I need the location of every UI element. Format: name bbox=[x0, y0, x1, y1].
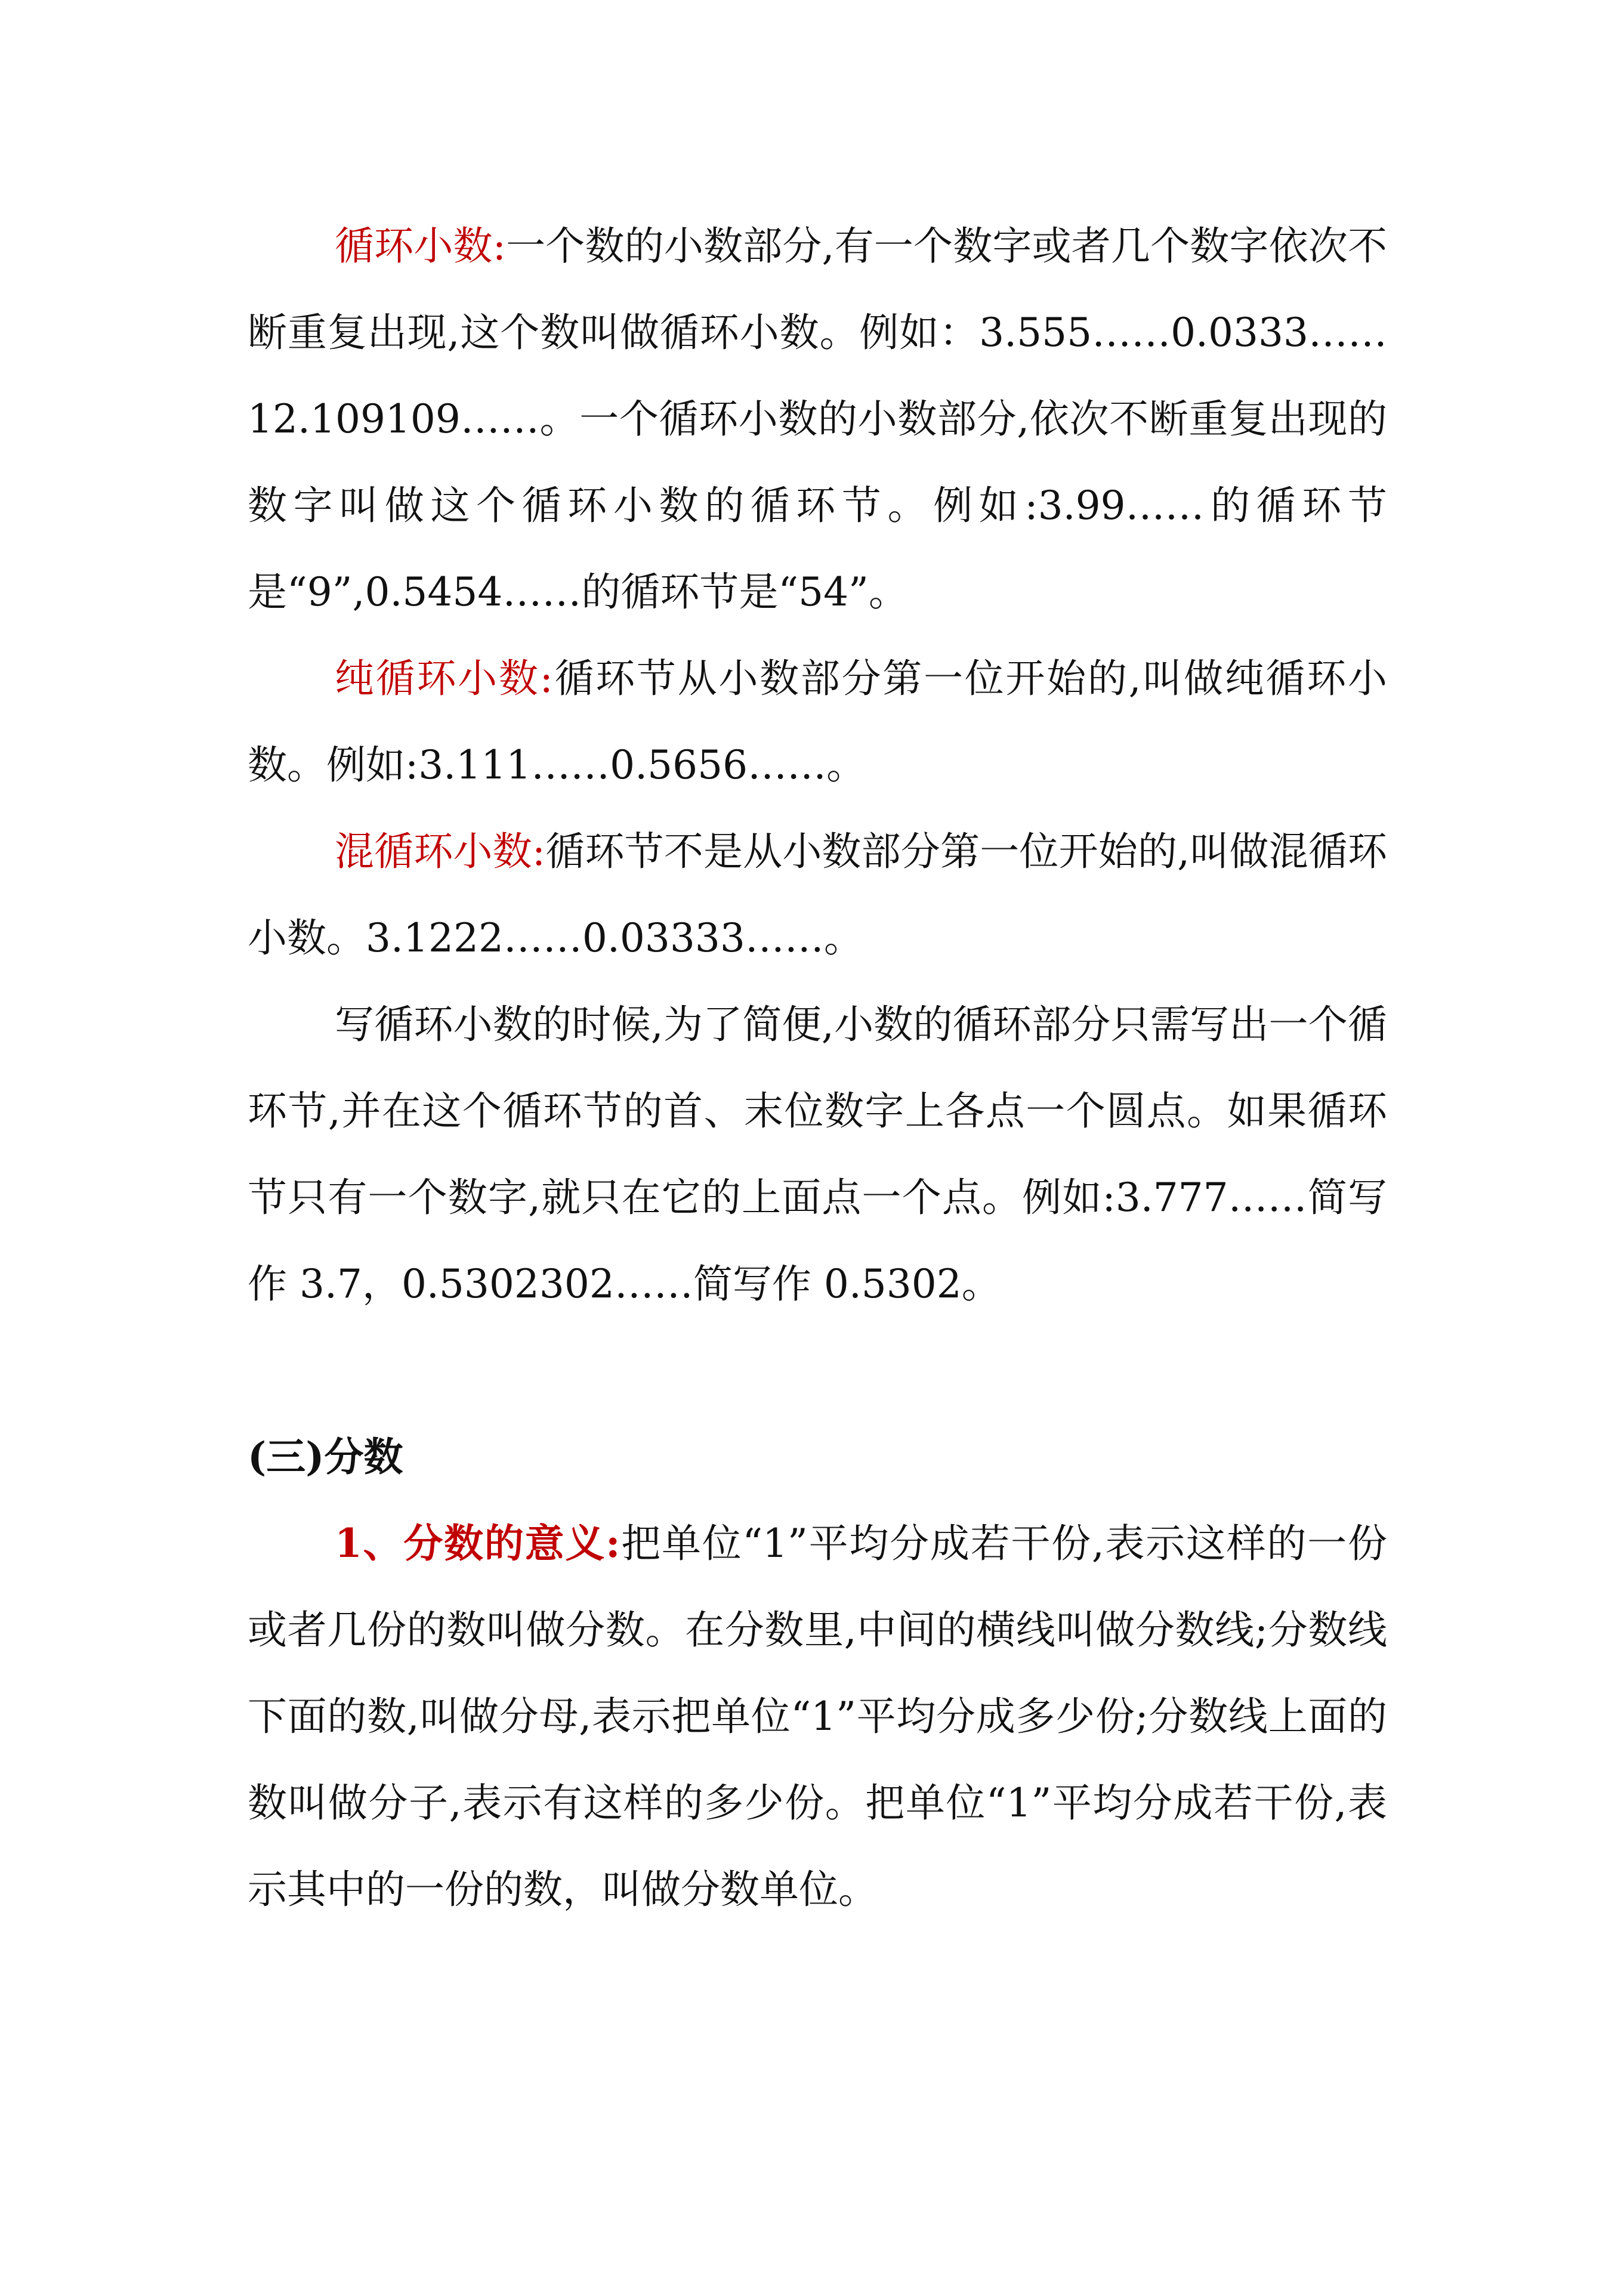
term-repeating-decimal: 循环小数: bbox=[335, 223, 506, 269]
term-pure-repeating-decimal: 纯循环小数: bbox=[335, 656, 553, 702]
term-mixed-repeating-decimal: 混循环小数: bbox=[335, 829, 546, 874]
section-heading-fractions: (三)分数 bbox=[248, 1433, 403, 1480]
term-fraction-meaning: 1、分数的意义: bbox=[335, 1520, 620, 1566]
paragraph-text: 循环节不是从小数部分第一位开始的,叫做混循环小数。3.1222……0.03333……。 bbox=[248, 829, 1387, 961]
paragraph-notation bbox=[248, 981, 1387, 1327]
paragraph-pure-repeating-decimal bbox=[248, 635, 1387, 808]
paragraph-text: 写循环小数的时候,为了简便,小数的循环部分只需写出一个循环节,并在这个循环节的首、末位数字上各点一个圆点。如果循环节只有一个数字,就只在它的上面点一个点。例如:3.777……简写作 3.7，0.5302302……简写作 0.5302。 bbox=[248, 1002, 1387, 1307]
paragraph-text: 一个数的小数部分,有一个数字或者几个数字依次不断重复出现,这个数叫做循环小数。例如：3.555……0.0333……12.109109……。一个循环小数的小数部分,依次不断重复出现的数字叫做这个循环小数的循环节。例如:3.99……的循环节是“9”,0.5454……的循环节是“54”。 bbox=[248, 223, 1387, 615]
paragraph-repeating-decimal bbox=[248, 203, 1387, 635]
document-page bbox=[248, 203, 1387, 1933]
paragraph-text: 把单位“1”平均分成若干份,表示这样的一份或者几份的数叫做分数。在分数里,中间的横线叫做分数线;分数线下面的数,叫做分母,表示把单位“1”平均分成多少份;分数线上面的数叫做分子,表示有这样的多少份。把单位“1”平均分成若干份,表示其中的一份的数，叫做分数单位。 bbox=[248, 1521, 1387, 1912]
paragraph-text: 循环节从小数部分第一位开始的,叫做纯循环小数。例如:3.111……0.5656……。 bbox=[248, 656, 1387, 788]
paragraph-mixed-repeating-decimal bbox=[248, 808, 1387, 981]
paragraph-fraction-meaning bbox=[248, 1500, 1387, 1933]
